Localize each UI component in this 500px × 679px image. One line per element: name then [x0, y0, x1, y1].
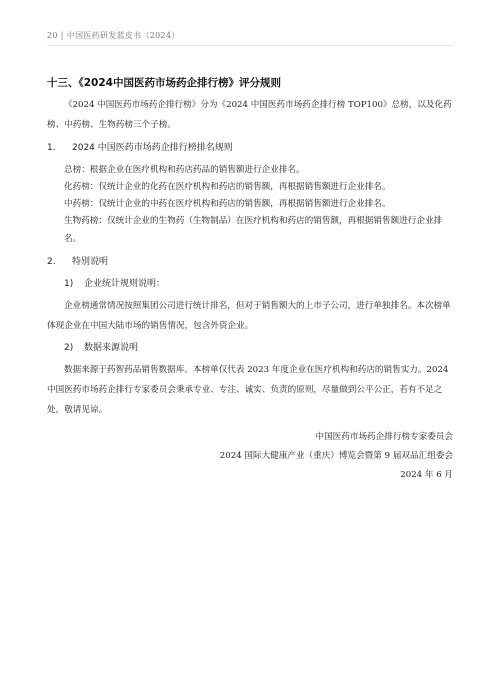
sub1-heading	[64, 276, 165, 289]
part2-number: 2.	[47, 257, 56, 267]
sub1-title: 企业统计规则说明：	[84, 279, 166, 289]
rule-total: 总榜：根据企业在医疗机构和药店药品的销售额进行企业排名。	[64, 165, 305, 175]
sub2-number: 2)	[64, 343, 74, 353]
book-title: 中国医药研发蓝皮书（2024）	[66, 31, 180, 40]
header-divider	[47, 45, 453, 46]
signature-date: 2024 年 6 月	[400, 470, 453, 480]
sub1-number: 1)	[64, 279, 74, 289]
part2-title: 特别说明	[72, 257, 109, 267]
signature-committee: 中国医药市场药企排行榜专家委员会	[315, 432, 453, 442]
part1-number: 1.	[47, 143, 56, 153]
part1-heading	[47, 140, 233, 153]
running-header	[47, 30, 180, 41]
page-number: 20	[47, 31, 58, 40]
sub2-heading	[64, 340, 138, 353]
part2-heading	[47, 254, 108, 267]
rule-tcm: 中药榜：仅统计企业的中药在医疗机构和药店的销售额，再根据销售额进行企业排名。	[64, 199, 391, 209]
header-separator: |	[60, 31, 64, 40]
part1-title: 2024 中国医药市场药企排行榜排名规则	[72, 143, 233, 153]
section-title: 十三、《2024中国医药市场药企排行榜》评分规则	[47, 77, 281, 89]
signature-event: 2024 国际大健康产业（重庆）博览会暨第 9 届双品汇组委会	[219, 451, 453, 461]
rule-biologic: 生物药榜：仅统计企业的生物药（生物制品）在医疗机构和药店的销售额，再根据销售额进行企业排名。	[64, 216, 443, 244]
intro-paragraph: 《2024 中国医药市场药企排行榜》分为《2024 中国医药市场药企排行榜 TOP100》总榜，以及化药榜、中药榜、生物药榜三个子榜。	[47, 100, 452, 130]
sub1-paragraph: 企业榜通常情况按照集团公司进行统计排名，但对于销售额大的上市子公司，进行单独排名。本次榜单体现企业在中国大陆市场的销售情况，包含外资企业。	[47, 301, 451, 331]
rule-chemical: 化药榜：仅统计企业的化药在医疗机构和药店的销售额，再根据销售额进行企业排名。	[64, 182, 391, 192]
sub2-title: 数据来源说明	[84, 343, 139, 353]
sub2-paragraph: 数据来源于药智药品销售数据库。本榜单仅代表 2023 年度企业在医疗机构和药店的销售实力。2024 中国医药市场药企排行专家委员会秉承专业、专注、诚实、负责的原则，尽量做到公平公正，若有不足之处，敬请见谅。	[47, 365, 449, 415]
